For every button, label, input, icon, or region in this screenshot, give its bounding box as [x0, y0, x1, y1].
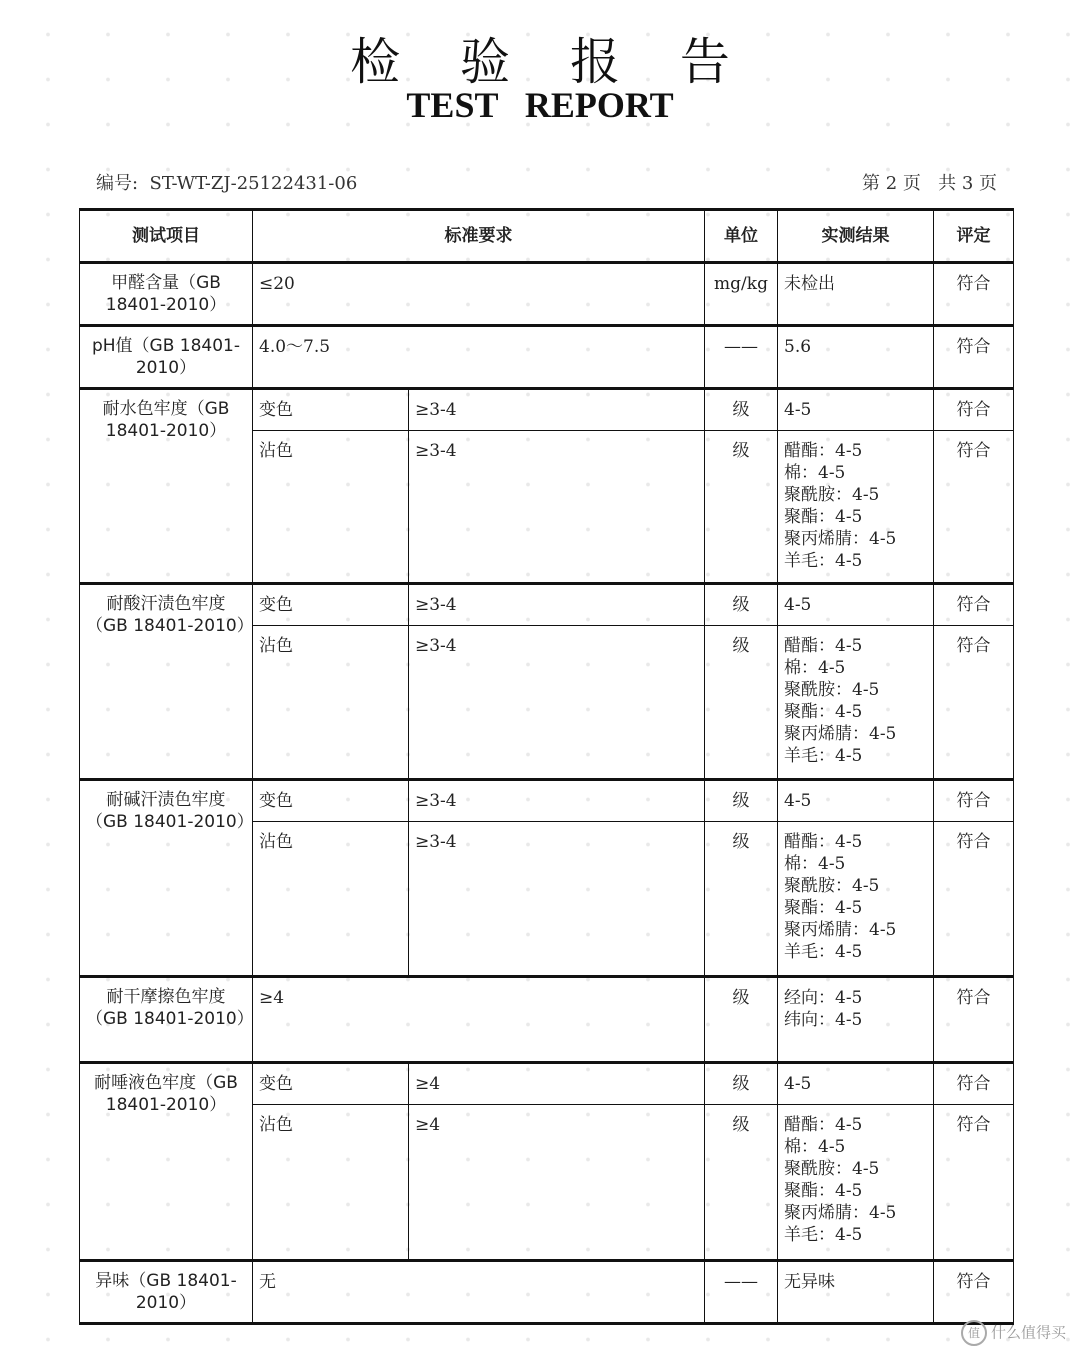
- unit-cell: 级: [705, 822, 778, 977]
- verdict-cell: 符合: [934, 431, 1014, 584]
- header-result: 实测结果: [778, 210, 934, 263]
- result-line: 4-5: [784, 400, 812, 420]
- result-line: 醋酯：4-5: [784, 441, 863, 461]
- unit-cell: 级: [705, 431, 778, 584]
- standard-cell: 无: [253, 1261, 705, 1324]
- sub-label-cell: 沾色: [253, 822, 409, 977]
- result-line: 羊毛：4-5: [784, 942, 863, 962]
- result-line: 聚酯：4-5: [784, 898, 863, 918]
- verdict-cell: 符合: [934, 584, 1014, 626]
- page-indicator: 第 2 页 共 3 页: [862, 173, 997, 194]
- test-item-cell: 耐碱汗渍色牢度（GB 18401-2010）: [80, 780, 253, 977]
- unit-cell: 级: [705, 389, 778, 431]
- unit-cell: 级: [705, 1105, 778, 1261]
- table-row: [80, 1063, 1014, 1105]
- test-item-cell: 耐唾液色牢度（GB 18401-2010）: [80, 1063, 253, 1261]
- verdict-cell: 符合: [934, 626, 1014, 780]
- table-row: [80, 780, 1014, 822]
- standard-cell: ≥4: [253, 977, 705, 1063]
- report-number: 编号: ST-WT-ZJ-25122431-06: [96, 173, 358, 194]
- watermark-text: 什么值得买: [990, 1323, 1066, 1342]
- report-title-cn: 检 验 报 告: [350, 33, 752, 91]
- result-line: 聚酯：4-5: [784, 702, 863, 722]
- test-item-cell: 耐酸汗渍色牢度（GB 18401-2010）: [80, 584, 253, 780]
- result-line: 聚酯：4-5: [784, 1181, 863, 1201]
- unit-cell: ——: [705, 326, 778, 389]
- table-row: [80, 1261, 1014, 1324]
- result-line: 经向：4-5: [784, 988, 863, 1008]
- test-item-cell: 耐水色牢度（GB 18401-2010）: [80, 389, 253, 584]
- header-standard: 标准要求: [253, 210, 705, 263]
- result-line: 聚酯：4-5: [784, 507, 863, 527]
- result-line: 羊毛：4-5: [784, 746, 863, 766]
- result-line: 聚酰胺：4-5: [784, 876, 880, 896]
- result-cell: [778, 431, 934, 584]
- test-item-cell: 耐干摩擦色牢度（GB 18401-2010）: [80, 977, 253, 1063]
- unit-cell: 级: [705, 780, 778, 822]
- result-cell: [778, 1261, 934, 1324]
- unit-cell: 级: [705, 1063, 778, 1105]
- result-line: 羊毛：4-5: [784, 551, 863, 571]
- result-line: 无异味: [784, 1272, 835, 1292]
- result-line: 聚丙烯腈：4-5: [784, 1203, 897, 1223]
- sub-label-cell: 沾色: [253, 1105, 409, 1261]
- result-line: 4-5: [784, 595, 812, 615]
- result-line: 棉：4-5: [784, 854, 846, 874]
- result-line: 醋酯：4-5: [784, 636, 863, 656]
- unit-cell: mg/kg: [705, 263, 778, 326]
- result-line: 纬向：4-5: [784, 1010, 863, 1030]
- result-cell: [778, 780, 934, 822]
- result-cell: [778, 263, 934, 326]
- unit-cell: 级: [705, 977, 778, 1063]
- sub-label-cell: 沾色: [253, 626, 409, 780]
- requirement-cell: ≥3-4: [409, 626, 705, 780]
- test-item-cell: 异味（GB 18401-2010）: [80, 1261, 253, 1324]
- header-item: 测试项目: [80, 210, 253, 263]
- unit-cell: 级: [705, 626, 778, 780]
- result-cell: [778, 1105, 934, 1261]
- result-cell: [778, 822, 934, 977]
- verdict-cell: 符合: [934, 1105, 1014, 1261]
- watermark-logo-icon: 值: [961, 1320, 987, 1346]
- result-cell: [778, 326, 934, 389]
- result-line: 聚丙烯腈：4-5: [784, 529, 897, 549]
- sub-label-cell: 变色: [253, 584, 409, 626]
- verdict-cell: 符合: [934, 780, 1014, 822]
- table-row: [80, 977, 1014, 1063]
- result-line: 棉：4-5: [784, 1137, 846, 1157]
- requirement-cell: ≥3-4: [409, 431, 705, 584]
- result-line: 聚酰胺：4-5: [784, 680, 880, 700]
- standard-cell: 4.0～7.5: [253, 326, 705, 389]
- result-cell: [778, 584, 934, 626]
- requirement-cell: ≥3-4: [409, 822, 705, 977]
- result-line: 4-5: [784, 791, 812, 811]
- verdict-cell: 符合: [934, 1261, 1014, 1324]
- result-line: 聚丙烯腈：4-5: [784, 920, 897, 940]
- requirement-cell: ≥3-4: [409, 780, 705, 822]
- result-line: 羊毛：4-5: [784, 1225, 863, 1245]
- result-cell: [778, 626, 934, 780]
- test-item-cell: 甲醛含量（GB 18401-2010）: [80, 263, 253, 326]
- requirement-cell: ≥3-4: [409, 584, 705, 626]
- requirement-cell: ≥3-4: [409, 389, 705, 431]
- verdict-cell: 符合: [934, 977, 1014, 1063]
- table-row: [80, 263, 1014, 326]
- result-line: 未检出: [784, 274, 835, 294]
- result-line: 棉：4-5: [784, 658, 846, 678]
- verdict-cell: 符合: [934, 263, 1014, 326]
- watermark: [961, 1320, 1066, 1346]
- result-line: 5.6: [784, 337, 812, 357]
- report-title-en: TEST REPORT: [406, 85, 674, 125]
- sub-label-cell: 变色: [253, 1063, 409, 1105]
- sub-label-cell: 变色: [253, 780, 409, 822]
- test-results-table: [79, 208, 1014, 1325]
- result-line: 棉：4-5: [784, 463, 846, 483]
- header-verdict: 评定: [934, 210, 1014, 263]
- result-line: 4-5: [784, 1074, 812, 1094]
- result-line: 聚酰胺：4-5: [784, 1159, 880, 1179]
- result-line: 醋酯：4-5: [784, 832, 863, 852]
- result-cell: [778, 1063, 934, 1105]
- table-row: [80, 389, 1014, 431]
- verdict-cell: 符合: [934, 1063, 1014, 1105]
- test-item-cell: pH值（GB 18401-2010）: [80, 326, 253, 389]
- unit-cell: ——: [705, 1261, 778, 1324]
- result-cell: [778, 389, 934, 431]
- requirement-cell: ≥4: [409, 1063, 705, 1105]
- table-row: [80, 326, 1014, 389]
- requirement-cell: ≥4: [409, 1105, 705, 1261]
- result-cell: [778, 977, 934, 1063]
- result-line: 醋酯：4-5: [784, 1115, 863, 1135]
- table-header-row: [80, 210, 1014, 263]
- table-row: [80, 584, 1014, 626]
- sub-label-cell: 变色: [253, 389, 409, 431]
- result-line: 聚酰胺：4-5: [784, 485, 880, 505]
- result-line: 聚丙烯腈：4-5: [784, 724, 897, 744]
- unit-cell: 级: [705, 584, 778, 626]
- verdict-cell: 符合: [934, 822, 1014, 977]
- verdict-cell: 符合: [934, 326, 1014, 389]
- verdict-cell: 符合: [934, 389, 1014, 431]
- header-unit: 单位: [705, 210, 778, 263]
- sub-label-cell: 沾色: [253, 431, 409, 584]
- standard-cell: ≤20: [253, 263, 705, 326]
